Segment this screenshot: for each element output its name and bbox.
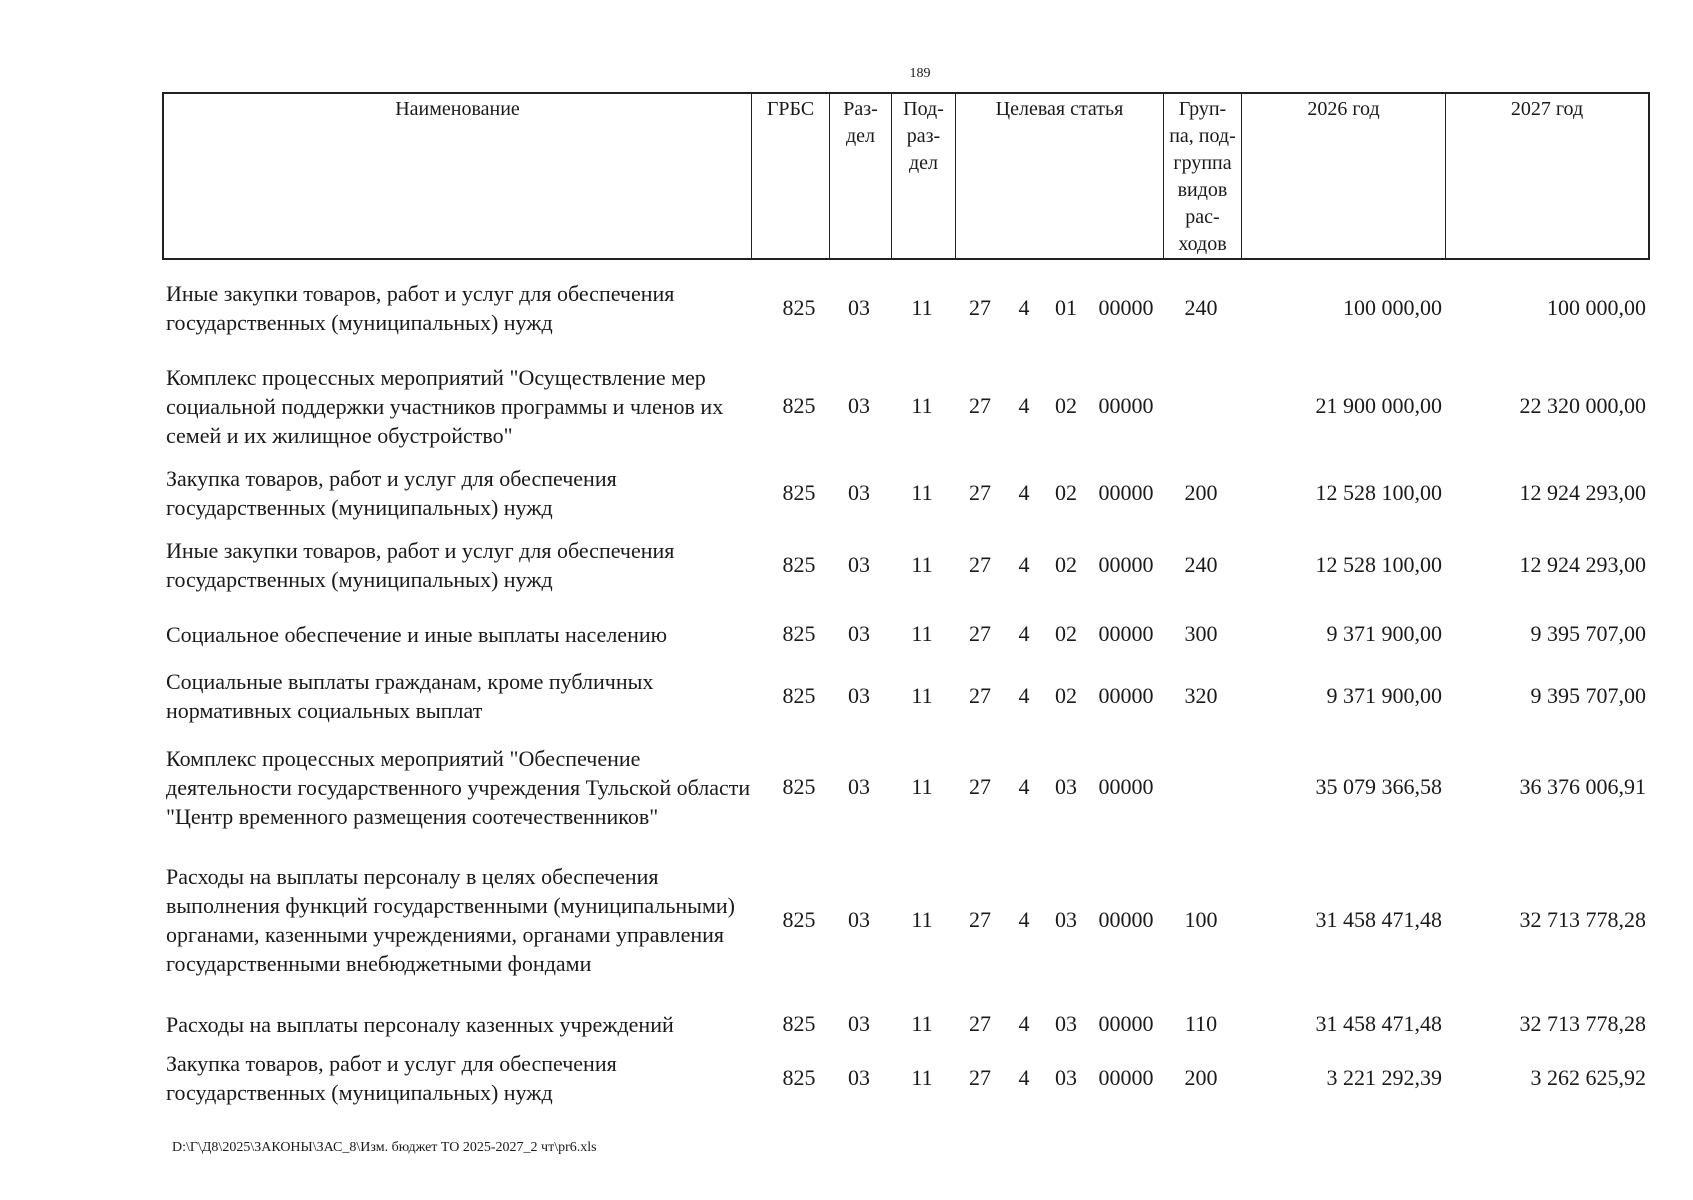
cell-cs-program: 27 — [969, 1011, 991, 1036]
cell-podrazdel: 11 — [911, 1065, 933, 1090]
cell-2026: 9 371 900,00 — [1326, 621, 1442, 646]
cell-name: Закупка товаров, работ и услуг для обеспечения государственных (муниципальных) нужд — [166, 1051, 617, 1105]
cell-name: Комплекс процессных мероприятий "Осуществление мер социальной поддержки участников программы и членов их семей и их жилищное обустройство" — [166, 364, 724, 448]
cell-razdel: 03 — [848, 907, 870, 932]
cell-grbs: 825 — [782, 552, 816, 577]
cell-2027: 12 924 293,00 — [1519, 480, 1646, 505]
cell-2026: 31 458 471,48 — [1315, 907, 1442, 932]
table-row — [162, 272, 1650, 344]
header-2026: 2026 год — [1242, 94, 1446, 258]
cell-cs-program: 27 — [969, 1065, 991, 1090]
cell-cs-program: 27 — [969, 552, 991, 577]
cell-cs-program: 27 — [969, 480, 991, 505]
table-row — [162, 668, 1650, 724]
cell-cs-direction: 00000 — [1098, 393, 1154, 418]
cell-cs-program: 27 — [969, 393, 991, 418]
cell-podrazdel: 11 — [911, 480, 933, 505]
cell-razdel: 03 — [848, 552, 870, 577]
cell-cs-type: 4 — [1018, 1011, 1030, 1036]
table-row — [162, 610, 1650, 658]
cell-vid-rashodov: 200 — [1184, 480, 1218, 505]
cell-vid-rashodov: 110 — [1184, 1011, 1218, 1036]
cell-name: Социальное обеспечение и иные выплаты населению — [166, 621, 668, 647]
cell-razdel: 03 — [848, 683, 870, 708]
header-razdel: Раз- дел — [830, 94, 892, 258]
cell-2026: 100 000,00 — [1343, 295, 1442, 320]
cell-grbs: 825 — [782, 1065, 816, 1090]
table-row — [162, 462, 1650, 524]
cell-cs-type: 4 — [1018, 1065, 1030, 1090]
table-header — [162, 92, 1650, 260]
cell-razdel: 03 — [848, 295, 870, 320]
cell-2026: 35 079 366,58 — [1315, 774, 1442, 799]
table-row — [162, 362, 1650, 450]
cell-podrazdel: 11 — [911, 683, 933, 708]
cell-2027: 22 320 000,00 — [1519, 393, 1646, 418]
cell-2027: 12 924 293,00 — [1519, 552, 1646, 577]
cell-cs-type: 4 — [1018, 295, 1030, 320]
cell-grbs: 825 — [782, 480, 816, 505]
cell-cs-complex: 02 — [1055, 552, 1077, 577]
cell-cs-direction: 00000 — [1098, 552, 1154, 577]
cell-vid-rashodov: 320 — [1184, 683, 1218, 708]
cell-2026: 21 900 000,00 — [1315, 393, 1442, 418]
cell-grbs: 825 — [782, 683, 816, 708]
cell-grbs: 825 — [782, 393, 816, 418]
cell-vid-rashodov: 300 — [1184, 621, 1218, 646]
cell-cs-complex: 02 — [1055, 393, 1077, 418]
header-gruppa: Груп- па, под- группа видов рас- ходов — [1164, 94, 1242, 258]
cell-razdel: 03 — [848, 774, 870, 799]
cell-cs-direction: 00000 — [1098, 480, 1154, 505]
cell-2027: 32 713 778,28 — [1519, 1011, 1646, 1036]
cell-vid-rashodov — [1162, 362, 1240, 450]
cell-cs-type: 4 — [1018, 907, 1030, 932]
table-row — [162, 534, 1650, 596]
cell-cs-complex: 03 — [1055, 774, 1077, 799]
cell-2026: 9 371 900,00 — [1326, 683, 1442, 708]
cell-cs-type: 4 — [1018, 552, 1030, 577]
cell-grbs: 825 — [782, 621, 816, 646]
cell-razdel: 03 — [848, 1065, 870, 1090]
header-podrazdel: Под- раз- дел — [892, 94, 956, 258]
cell-name: Расходы на выплаты персоналу казенных учреждений — [166, 1011, 674, 1037]
cell-2026: 31 458 471,48 — [1315, 1011, 1442, 1036]
cell-cs-complex: 02 — [1055, 683, 1077, 708]
cell-grbs: 825 — [782, 295, 816, 320]
cell-cs-direction: 00000 — [1098, 621, 1154, 646]
cell-vid-rashodov — [1162, 730, 1240, 844]
cell-cs-program: 27 — [969, 774, 991, 799]
cell-cs-type: 4 — [1018, 683, 1030, 708]
header-2027: 2027 год — [1510, 98, 1584, 120]
cell-vid-rashodov: 100 — [1184, 907, 1218, 932]
file-path: D:\Г\Д8\2025\ЗАКОНЫ\ЗАС_8\Изм. бюджет ТО 2025-2027_2 чт\pr6.xls — [172, 1140, 597, 1155]
cell-name: Расходы на выплаты персоналу в целях обеспечения выполнения функций государственными (муниципальными) органами, казенными учреждениями, органами управления государственными внебюджетными фондами — [166, 864, 735, 976]
header-name: Наименование — [164, 94, 752, 258]
cell-grbs: 825 — [782, 774, 816, 799]
cell-cs-type: 4 — [1018, 480, 1030, 505]
cell-cs-type: 4 — [1018, 393, 1030, 418]
cell-2027: 32 713 778,28 — [1519, 907, 1646, 932]
header-grbs: ГРБС — [752, 94, 830, 258]
cell-cs-direction: 00000 — [1098, 1065, 1154, 1090]
cell-2026: 3 221 292,39 — [1326, 1065, 1442, 1090]
cell-razdel: 03 — [848, 1011, 870, 1036]
cell-podrazdel: 11 — [911, 907, 933, 932]
table-row — [162, 850, 1650, 990]
cell-cs-program: 27 — [969, 907, 991, 932]
cell-grbs: 825 — [782, 1011, 816, 1036]
cell-grbs: 825 — [782, 907, 816, 932]
cell-podrazdel: 11 — [911, 552, 933, 577]
cell-razdel: 03 — [848, 393, 870, 418]
page-number: 189 — [909, 66, 931, 81]
cell-2027: 3 262 625,92 — [1530, 1065, 1646, 1090]
table-row — [162, 1047, 1650, 1109]
cell-vid-rashodov: 240 — [1184, 552, 1218, 577]
cell-podrazdel: 11 — [911, 774, 933, 799]
cell-podrazdel: 11 — [911, 295, 933, 320]
cell-vid-rashodov: 240 — [1184, 295, 1218, 320]
cell-name: Комплекс процессных мероприятий "Обеспечение деятельности государственного учреждения Тульской области "Центр временного размещения соотечественников" — [166, 745, 751, 829]
cell-vid-rashodov: 200 — [1184, 1065, 1218, 1090]
cell-2027: 100 000,00 — [1547, 295, 1646, 320]
cell-podrazdel: 11 — [911, 1011, 933, 1036]
cell-cs-complex: 03 — [1055, 1011, 1077, 1036]
cell-razdel: 03 — [848, 621, 870, 646]
cell-cs-program: 27 — [969, 295, 991, 320]
cell-2027: 9 395 707,00 — [1530, 621, 1646, 646]
cell-name: Закупка товаров, работ и услуг для обеспечения государственных (муниципальных) нужд — [166, 466, 617, 520]
cell-cs-direction: 00000 — [1098, 907, 1154, 932]
cell-cs-complex: 01 — [1055, 295, 1077, 320]
cell-cs-direction: 00000 — [1098, 295, 1154, 320]
cell-cs-complex: 03 — [1055, 1065, 1077, 1090]
cell-podrazdel: 11 — [911, 621, 933, 646]
cell-2026: 12 528 100,00 — [1315, 552, 1442, 577]
cell-cs-direction: 00000 — [1098, 683, 1154, 708]
cell-cs-direction: 00000 — [1098, 774, 1154, 799]
cell-name: Социальные выплаты гражданам, кроме публичных нормативных социальных выплат — [166, 669, 654, 723]
cell-cs-program: 27 — [969, 621, 991, 646]
cell-cs-complex: 03 — [1055, 907, 1077, 932]
cell-cs-program: 27 — [969, 683, 991, 708]
cell-2026: 12 528 100,00 — [1315, 480, 1442, 505]
cell-cs-type: 4 — [1018, 774, 1030, 799]
cell-cs-complex: 02 — [1055, 621, 1077, 646]
cell-name: Иные закупки товаров, работ и услуг для обеспечения государственных (муниципальных) нужд — [166, 538, 675, 592]
cell-cs-complex: 02 — [1055, 480, 1077, 505]
cell-name: Иные закупки товаров, работ и услуг для обеспечения государственных (муниципальных) нужд — [166, 281, 675, 335]
cell-2027: 9 395 707,00 — [1530, 683, 1646, 708]
table-row — [162, 1003, 1650, 1045]
table-row — [162, 730, 1650, 844]
cell-razdel: 03 — [848, 480, 870, 505]
cell-cs-direction: 00000 — [1098, 1011, 1154, 1036]
cell-podrazdel: 11 — [911, 393, 933, 418]
cell-cs-type: 4 — [1018, 621, 1030, 646]
cell-2027: 36 376 006,91 — [1519, 774, 1646, 799]
header-celevaya-statya: Целевая статья — [956, 94, 1164, 258]
